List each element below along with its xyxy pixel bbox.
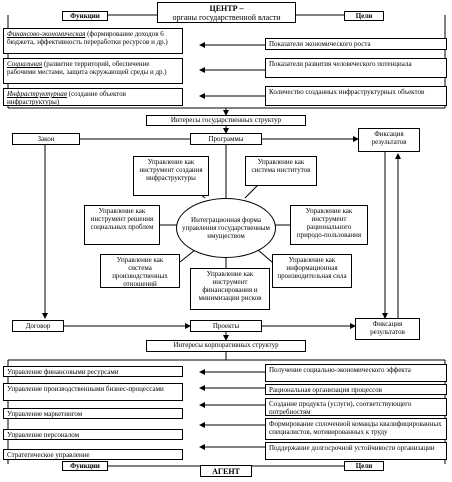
programs-box: Программы <box>190 133 262 145</box>
fix-results-bottom: Фиксация результатов <box>355 318 420 340</box>
function-finance-title: Финансово-экономическая <box>7 30 86 38</box>
mgmt-production: Управление как система производственных отношений <box>100 254 180 288</box>
state-interests: Интересы государственных структур <box>146 115 306 126</box>
bottom-goal-product: Создание продукта (услуги), соответствующего потребностям <box>265 398 447 416</box>
bottom-function-marketing: Управление маркетингом <box>3 408 183 419</box>
fix-results-top: Фиксация результатов <box>358 128 420 152</box>
mgmt-nature: Управление как инструмент рационального природо-пользования <box>290 205 368 245</box>
mgmt-finance: Управление как инструмент финансирования и минимизации рисков <box>190 268 270 310</box>
center-title: ЦЕНТР – <box>209 4 244 13</box>
contract-box: Договор <box>12 320 64 332</box>
corp-interests: Интересы корпоративных структур <box>146 340 306 352</box>
mgmt-infra: Управление как инструмент создания инфраструктуры <box>133 156 209 196</box>
top-function-finance <box>3 28 183 54</box>
center-header <box>157 2 296 23</box>
bottom-goal-team: Формирование сплоченной команды квалифицированных специалистов, мотивированных к труду <box>265 418 447 440</box>
bottom-goal-process: Рациональная организация процессов <box>265 384 447 395</box>
center-subtitle: органы государственной власти <box>172 13 281 22</box>
bottom-goals-label: Цели <box>344 461 384 471</box>
agent-header: АГЕНТ <box>200 465 252 477</box>
bottom-function-personnel: Управление персоналом <box>3 429 183 440</box>
function-infra-desc: (создание объектов инфраструктуры) <box>7 90 127 106</box>
top-goal-economic: Показатели экономического роста <box>265 38 447 50</box>
projects-box: Проекты <box>190 320 262 332</box>
top-function-social <box>3 58 183 84</box>
function-social-desc: (развитие территорий, обеспечение рабочими местами, защита окружающей среды и др.) <box>7 60 167 76</box>
bottom-function-finance: Управление финансовыми ресурсами <box>3 366 183 377</box>
bottom-goal-effect: Получение социально-экономического эффекта <box>265 364 447 382</box>
bottom-goal-stability: Поддержание долгосрочной устойчивости организации <box>265 442 447 460</box>
mgmt-info: Управление как информационная производительная сила <box>272 254 352 288</box>
function-finance-desc: (формирование доходов 6 бюджета, эффективность переработки ресурсов и др.) <box>7 30 168 46</box>
bottom-functions-label: Функции <box>62 461 108 471</box>
function-infra-title: Инфраструктурная <box>7 90 67 98</box>
center-ellipse <box>176 198 276 258</box>
law-box: Закон <box>12 133 80 145</box>
top-functions-label: Функции <box>62 11 108 21</box>
bottom-function-strategic: Стратегическое управление <box>3 449 183 460</box>
mgmt-social: Управление как инструмент решения социальных проблем <box>84 205 160 245</box>
bottom-function-production: Управление производственными бизнес-процессами <box>3 383 183 401</box>
top-goal-infra: Количество созданных инфраструктурных объектов <box>265 86 447 106</box>
top-goal-human: Показатели развития человеческого потенциала <box>265 58 447 78</box>
top-function-infra <box>3 88 183 106</box>
mgmt-institutions: Управление как система институтов <box>245 156 317 186</box>
top-goals-label: Цели <box>344 11 384 21</box>
function-social-title: Социальная <box>7 60 43 68</box>
center-ellipse-text: Интеграционная форма управления государственным имуществом <box>182 216 270 240</box>
